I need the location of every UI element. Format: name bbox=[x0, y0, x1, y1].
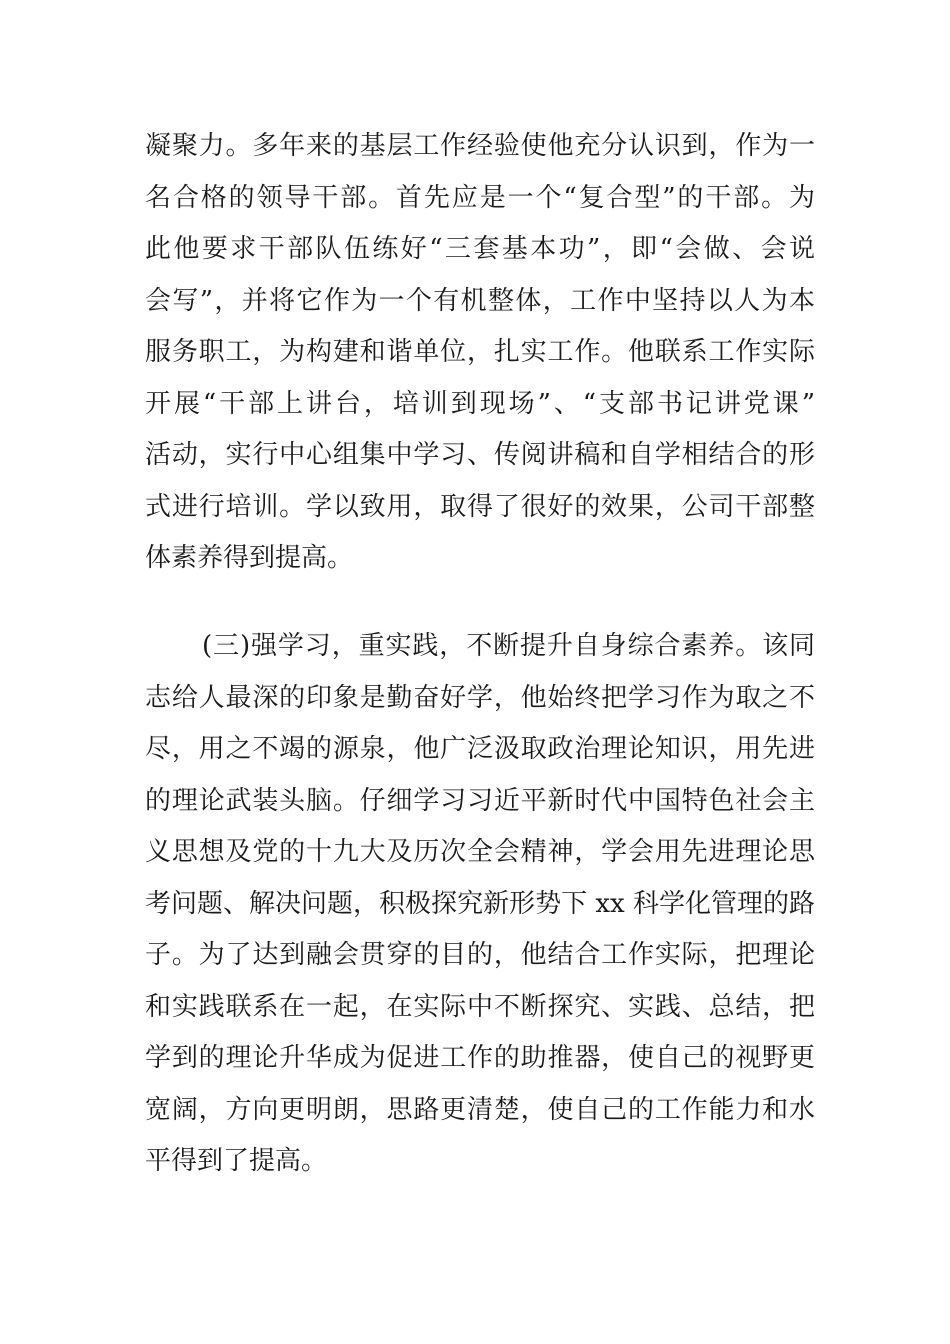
paragraph-line: 和实践联系在一起，在实际中不断探究、实践、总结，把 bbox=[145, 991, 815, 1022]
paragraph-line: 尽，用之不竭的源泉，他广泛汲取政治理论知识，用先进 bbox=[145, 734, 815, 764]
paragraph-line: (三)强学习，重实践，不断提升自身综合素养。该同 bbox=[202, 631, 815, 661]
paragraph-line: 体素养得到提高。 bbox=[145, 543, 354, 573]
paragraph-line: 会写”，并将它作为一个有机整体，工作中坚持以人为本 bbox=[145, 285, 815, 316]
paragraph-line: 凝聚力。多年来的基层工作经验使他充分认识到，作为一 bbox=[145, 131, 815, 161]
paragraph-line: 志给人最深的印象是勤奋好学，他始终把学习作为取之不 bbox=[145, 682, 815, 713]
paragraph-line: 考问题、解决问题，积极探究新形势下 xx 科学化管理的路 bbox=[145, 888, 815, 919]
paragraph-line: 宽阔，方向更明朗，思路更清楚，使自己的工作能力和水 bbox=[145, 1094, 815, 1125]
paragraph-line: 服务职工，为构建和谐单位，扎实工作。他联系工作实际 bbox=[145, 337, 815, 367]
paragraph-line: 学到的理论升华成为促进工作的助推器，使自己的视野更 bbox=[145, 1043, 815, 1073]
paragraph-2 bbox=[145, 621, 815, 1188]
paragraph-line: 名合格的领导干部。首先应是一个“复合型”的干部。为 bbox=[145, 182, 815, 213]
paragraph-line: 义思想及党的十九大及历次全会精神，学会用先进理论思 bbox=[145, 837, 815, 867]
paragraph-line: 子。为了达到融会贯穿的目的，他结合工作实际，把理论 bbox=[145, 940, 815, 970]
paragraph-line: 开展“干部上讲台，培训到现场”、“支部书记讲党课” bbox=[145, 388, 815, 419]
paragraph-1 bbox=[145, 121, 815, 585]
paragraph-line: 的理论武装头脑。仔细学习习近平新时代中国特色社会主 bbox=[145, 785, 815, 816]
paragraph-line: 式进行培训。学以致用，取得了很好的效果，公司干部整 bbox=[145, 491, 815, 522]
paragraph-line: 平得到了提高。 bbox=[145, 1146, 328, 1176]
paragraph-line: 活动，实行中心组集中学习、传阅讲稿和自学相结合的形 bbox=[145, 440, 815, 470]
paragraph-line: 此他要求干部队伍练好“三套基本功”，即“会做、会说 bbox=[145, 234, 815, 264]
